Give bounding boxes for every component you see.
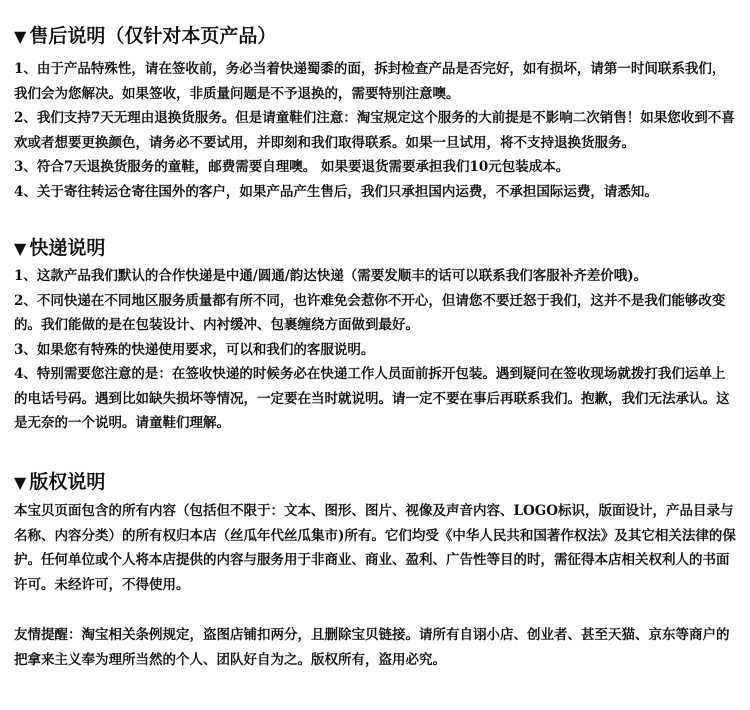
after-sales-heading bbox=[14, 24, 276, 49]
shipping-title: 快递说明 bbox=[29, 237, 106, 259]
after-sales-item-1: 1、由于产品特殊性，请在签收前，务必当着快递蜀黍的面，拆封检查产品是否完好，如有损坏，请第一时间联系我们，我们会为您解决。如果签收，非质量问题是不予退换的，需要特别注意噢。 bbox=[14, 61, 726, 102]
after-sales-item-4: 4、关于寄往转运仓寄往国外的客户，如果产品产生售后，我们只承担国内运费，不承担国际运费，请悉知。 bbox=[14, 183, 658, 200]
after-sales-title: 售后说明（仅针对本页产品） bbox=[29, 25, 277, 47]
after-sales-item-2: 2、我们支持7天无理由退换货服务。但是请童鞋们注意：淘宝规定这个服务的大前提是不影响二次销售！如果您收到不喜欢或者想要更换颜色，请务必不要试用，并即刻和我们取得联系。如果一旦试用，将不支持退换货服务。 bbox=[14, 110, 735, 151]
notice-body bbox=[14, 623, 738, 672]
shipping-body bbox=[14, 264, 738, 436]
triangle-down-icon: ▼ bbox=[14, 27, 27, 46]
copyright-title: 版权说明 bbox=[29, 471, 106, 493]
notice-text: 友情提醒：淘宝相关条例规定，盗图店铺扣两分，且删除宝贝链接。请所有自诩小店、创业者、甚至天猫、京东等商户的把拿来主义奉为理所当然的个人、团队好自为之。版权所有，盗用必究。 bbox=[14, 627, 730, 668]
shipping-item-1: 1、这款产品我们默认的合作快递是中通/圆通/韵达快递（需要发顺丰的话可以联系我们客服补齐差价哦)。 bbox=[14, 268, 648, 284]
triangle-down-icon: ▼ bbox=[14, 239, 27, 258]
shipping-item-2: 2、不同快递在不同地区服务质量都有所不同，也许难免会惹你不开心，但请您不要迁怒于我们，这并不是我们能够改变的。我们能做的是在包装设计、内衬缓冲、包裹缠绕方面做到最好。 bbox=[14, 292, 726, 333]
after-sales-item-3: 3、符合7天退换货服务的童鞋，邮费需要自理噢。 如果要退货需要承担我们10元包装成本。 bbox=[14, 159, 570, 175]
after-sales-body bbox=[14, 57, 738, 204]
copyright-text: 本宝贝页面包含的所有内容（包括但不限于：文本、图形、图片、视像及声音内容、LOGO标识，版面设计，产品目录与名称、内容分类）的所有权归本店（丝瓜年代丝瓜集市)所有。它们均受《中华人民共和国著作权法》及其它相关法律的保护。任何单位或个人将本店提供的内容与服务用于非商业、商业、盈利、广告性等目的时，需征得本店相关权利人的书面许可。未经许可，不得使用。 bbox=[14, 503, 736, 593]
copyright-heading bbox=[14, 470, 105, 495]
shipping-item-4: 4、特别需要您注意的是：在签收快递的时候务必在快递工作人员面前拆开包装。遇到疑问在签收现场就拨打我们运单上的电话号码。遇到比如缺失损坏等情况，一定要在当时就说明。请一定不要在事后再联系我们。抱歉，我们无法承认。这是无奈的一个说明。请童鞋们理解。 bbox=[14, 366, 730, 431]
triangle-down-icon: ▼ bbox=[14, 473, 27, 492]
shipping-heading bbox=[14, 236, 105, 261]
copyright-body bbox=[14, 499, 738, 597]
shipping-item-3: 3、如果您有特殊的快递使用要求，可以和我们的客服说明。 bbox=[14, 341, 375, 358]
